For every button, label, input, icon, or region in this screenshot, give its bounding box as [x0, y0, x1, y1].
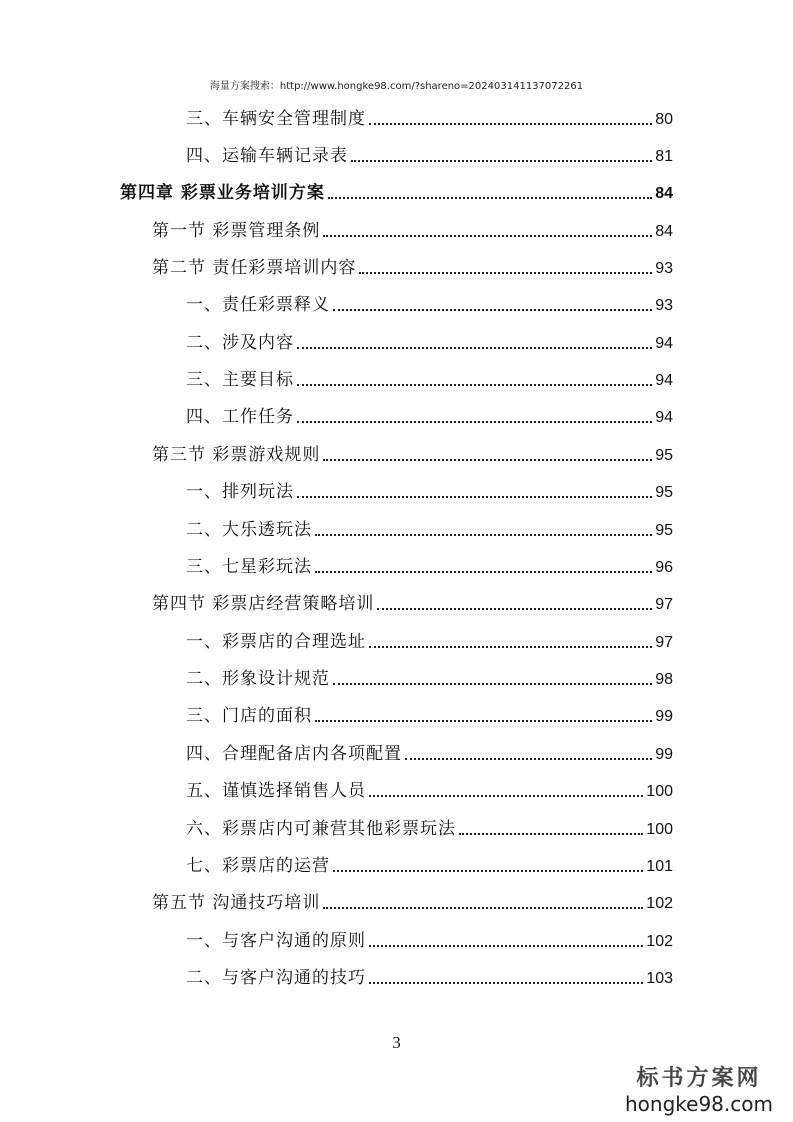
toc-entry-label: 四、工作任务 [186, 407, 294, 427]
watermark-cn-text: 标书方案网 [636, 1066, 762, 1091]
toc-entry-page: 101 [646, 858, 673, 875]
toc-entry[interactable] [186, 817, 673, 841]
toc-chapter-entry[interactable] [120, 181, 673, 205]
toc-leader-dots [369, 795, 643, 797]
toc-entry-page: 94 [655, 409, 673, 426]
toc-entry[interactable] [186, 667, 673, 691]
toc-entry[interactable] [186, 854, 673, 878]
toc-leader-dots [369, 646, 652, 648]
toc-entry-label: 六、彩票店内可兼营其他彩票玩法 [186, 819, 456, 839]
toc-leader-dots [459, 833, 643, 835]
toc-entry-page: 95 [655, 484, 673, 501]
toc-entry[interactable] [186, 518, 673, 542]
toc-leader-dots [315, 720, 652, 722]
toc-entry-page: 95 [655, 522, 673, 539]
toc-entry-page: 97 [655, 596, 673, 613]
toc-entry-label: 四、运输车辆记录表 [186, 146, 348, 166]
toc-leader-dots [297, 384, 652, 386]
toc-entry-page: 100 [646, 821, 673, 838]
page-header-url: 海量方案搜索：http://www.hongke98.com/?shareno=20240314113707​2261 [209, 81, 584, 92]
toc-entry[interactable] [186, 293, 673, 317]
toc-leader-dots [369, 982, 643, 984]
toc-entry-label: 第五节 沟通技巧培训 [152, 893, 321, 913]
toc-entry-page: 93 [655, 260, 673, 277]
watermark-en-text: hongke98.com [625, 1092, 773, 1116]
toc-entry-label: 三、主要目标 [186, 370, 294, 390]
toc-entry-label: 第二节 责任彩票培训内容 [152, 258, 357, 278]
toc-entry[interactable] [186, 107, 673, 131]
toc-leader-dots [323, 907, 643, 909]
toc-entry-page: 98 [655, 671, 673, 688]
toc-entry[interactable] [186, 555, 673, 579]
toc-leader-dots [377, 608, 652, 610]
toc-entry-page: 84 [655, 223, 673, 240]
toc-entry-page: 100 [646, 783, 673, 800]
toc-entry-page: 80 [655, 111, 673, 128]
toc-section-entry[interactable] [152, 592, 673, 616]
toc-entry-label: 五、谨慎选择销售人员 [186, 781, 366, 801]
page-number: 3 [392, 1033, 401, 1052]
toc-entry-page: 99 [655, 708, 673, 725]
toc-entry-page: 102 [646, 933, 673, 950]
toc-section-entry[interactable] [152, 219, 673, 243]
toc-entry-page: 96 [655, 559, 673, 576]
toc-section-entry[interactable] [152, 443, 673, 467]
toc-section-entry[interactable] [152, 891, 673, 915]
toc-leader-dots [351, 160, 652, 162]
toc-entry-page: 94 [655, 372, 673, 389]
toc-entry-label: 二、与客户沟通的技巧 [186, 968, 366, 988]
toc-leader-dots [315, 534, 652, 536]
toc-entry-label: 第四章 彩票业务培训方案 [120, 183, 325, 203]
toc-leader-dots [323, 235, 652, 237]
toc-entry-label: 二、涉及内容 [186, 333, 294, 353]
toc-leader-dots [333, 870, 643, 872]
toc-entry-page: 84 [655, 185, 673, 202]
toc-leader-dots [369, 123, 652, 125]
toc-entry[interactable] [186, 966, 673, 990]
toc-leader-dots [359, 272, 652, 274]
toc-entry-page: 102 [646, 895, 673, 912]
toc-entry[interactable] [186, 704, 673, 728]
toc-leader-dots [333, 683, 652, 685]
toc-leader-dots [323, 459, 652, 461]
toc-entry-label: 第一节 彩票管理条例 [152, 221, 321, 241]
toc-entry-page: 99 [655, 746, 673, 763]
toc-leader-dots [315, 571, 652, 573]
toc-entry-page: 93 [655, 297, 673, 314]
toc-entry[interactable] [186, 405, 673, 429]
toc-entry[interactable] [186, 480, 673, 504]
toc-entry[interactable] [186, 368, 673, 392]
toc-leader-dots [369, 945, 643, 947]
toc-entry-label: 三、车辆安全管理制度 [186, 109, 366, 129]
toc-entry-label: 第四节 彩票店经营策略培训 [152, 594, 375, 614]
toc-entry-label: 三、七星彩玩法 [186, 557, 312, 577]
toc-entry-label: 七、彩票店的运营 [186, 856, 330, 876]
toc-leader-dots [297, 347, 652, 349]
toc-leader-dots [328, 197, 652, 199]
toc-entry-page: 94 [655, 335, 673, 352]
toc-leader-dots [297, 496, 652, 498]
toc-leader-dots [297, 421, 652, 423]
toc-entry[interactable] [186, 742, 673, 766]
toc-entry[interactable] [186, 929, 673, 953]
toc-entry-page: 95 [655, 447, 673, 464]
toc-entry-label: 一、彩票店的合理选址 [186, 632, 366, 652]
toc-section-entry[interactable] [152, 256, 673, 280]
toc-entry-label: 二、大乐透玩法 [186, 520, 312, 540]
toc-entry-label: 三、门店的面积 [186, 706, 312, 726]
toc-entry-label: 四、合理配备店内各项配置 [186, 744, 402, 764]
toc-entry[interactable] [186, 630, 673, 654]
toc-entry-label: 第三节 彩票游戏规则 [152, 445, 321, 465]
toc-leader-dots [405, 758, 652, 760]
toc-entry-page: 103 [646, 970, 673, 987]
toc-entry[interactable] [186, 779, 673, 803]
toc-entry-label: 二、形象设计规范 [186, 669, 330, 689]
toc-leader-dots [333, 309, 652, 311]
toc-entry-page: 97 [655, 634, 673, 651]
toc-entry-label: 一、与客户沟通的原则 [186, 931, 366, 951]
toc-entry-label: 一、责任彩票释义 [186, 295, 330, 315]
toc-entry[interactable] [186, 144, 673, 168]
toc-entry[interactable] [186, 331, 673, 355]
toc-entry-page: 81 [655, 148, 673, 165]
toc-entry-label: 一、排列玩法 [186, 482, 294, 502]
site-watermark-logo [619, 1061, 779, 1116]
